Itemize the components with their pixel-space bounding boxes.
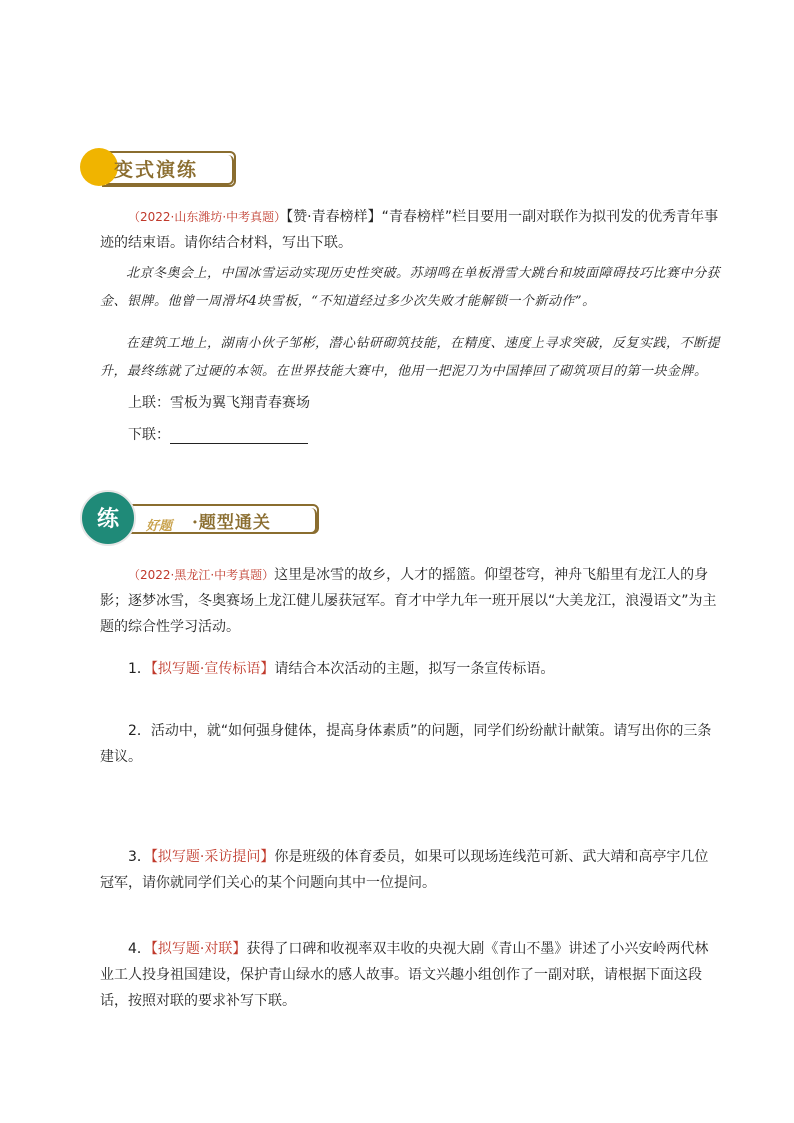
upper-couplet: 上联：雪板为翼飞翔青春赛场 bbox=[128, 395, 310, 411]
question-tag: 【拟写题·对联】 bbox=[150, 941, 247, 957]
question-4 bbox=[100, 936, 720, 1014]
section-banner-variant-practice bbox=[80, 146, 235, 188]
banner-circle-char: 练 bbox=[96, 506, 119, 532]
intro-source: （2022·黑龙江·中考真题） bbox=[128, 568, 275, 582]
banner-title: ·题型通关 bbox=[192, 513, 271, 533]
question-number: 1． bbox=[128, 661, 151, 677]
material-paragraph-2: 在建筑工地上，湖南小伙子邹彬，潜心钻研砌筑技能，在精度、速度上寻求突破，反复实践，不断提升，最终练就了过硬的本领。在世界技能大赛中，他用一把泥刀为中国捧回了砌筑项目的第一块金牌。 bbox=[100, 336, 721, 379]
material-paragraph-1: 北京冬奥会上，中国冰雪运动实现历史性突破。苏翊鸣在单板滑雪大跳台和坡面障碍技巧比赛中分获金、银牌。他曾一周滑坏4块雪板，“不知道经过多少次失败才能解锁一个新动作”。 bbox=[100, 266, 721, 309]
banner-title: 变式演练 bbox=[114, 159, 199, 181]
question-3 bbox=[100, 844, 720, 896]
section-banner-practice bbox=[80, 488, 320, 548]
banner-subtitle: 好题 bbox=[146, 519, 173, 534]
lower-couplet-answer-blank[interactable] bbox=[170, 427, 308, 444]
question-number: 2． bbox=[128, 723, 151, 739]
question-text: 请结合本次活动的主题，拟写一条宣传标语。 bbox=[274, 661, 555, 677]
question-number: 4． bbox=[128, 941, 151, 957]
question-1 bbox=[100, 656, 720, 682]
question-text: 活动中，就“如何强身健体，提高身体素质”的问题，同学们纷纷献计献策。请写出你的三条建议。 bbox=[100, 723, 712, 765]
lower-couplet-line bbox=[100, 422, 720, 448]
question-tag: 【赞·青春榜样】 bbox=[286, 209, 382, 225]
question-tag: 【拟写题·宣传标语】 bbox=[150, 661, 275, 677]
question-text: 获得了口碑和收视率双丰收的央视大剧《青山不墨》讲述了小兴安岭两代林业工人投身祖国建设，保护青山绿水的感人故事。语文兴趣小组创作了一副对联，请根据下面这段话，按照对联的要求补写下联。 bbox=[100, 941, 709, 1009]
intro-text: 这里是冰雪的故乡，人才的摇篮。仰望苍穹，神舟飞船里有龙江人的身影；逐梦冰雪，冬奥赛场上龙江健儿屡获冠军。育才中学九年一班开展以“大美龙江，浪漫语文”为主题的综合性学习活动。 bbox=[100, 567, 717, 635]
question-text: 你是班级的体育委员，如果可以现场连线范可新、武大靖和高亭宇几位冠军，请你就同学们关心的某个问题向其中一位提问。 bbox=[100, 849, 709, 891]
lower-couplet-label: 下联： bbox=[128, 427, 170, 443]
banner-circle-decoration bbox=[80, 148, 118, 186]
question-number: 3． bbox=[128, 849, 151, 865]
question-paragraph bbox=[100, 204, 720, 256]
question-text: “青春榜样”栏目要用一副对联作为拟刊发的优秀青年事迹的结束语。请你结合材料，写出下联。 bbox=[100, 209, 719, 251]
question-source: （2022·山东潍坊·中考真题） bbox=[128, 210, 287, 224]
intro-paragraph bbox=[100, 562, 720, 640]
question-2 bbox=[100, 718, 720, 770]
question-tag: 【拟写题·采访提问】 bbox=[150, 849, 275, 865]
